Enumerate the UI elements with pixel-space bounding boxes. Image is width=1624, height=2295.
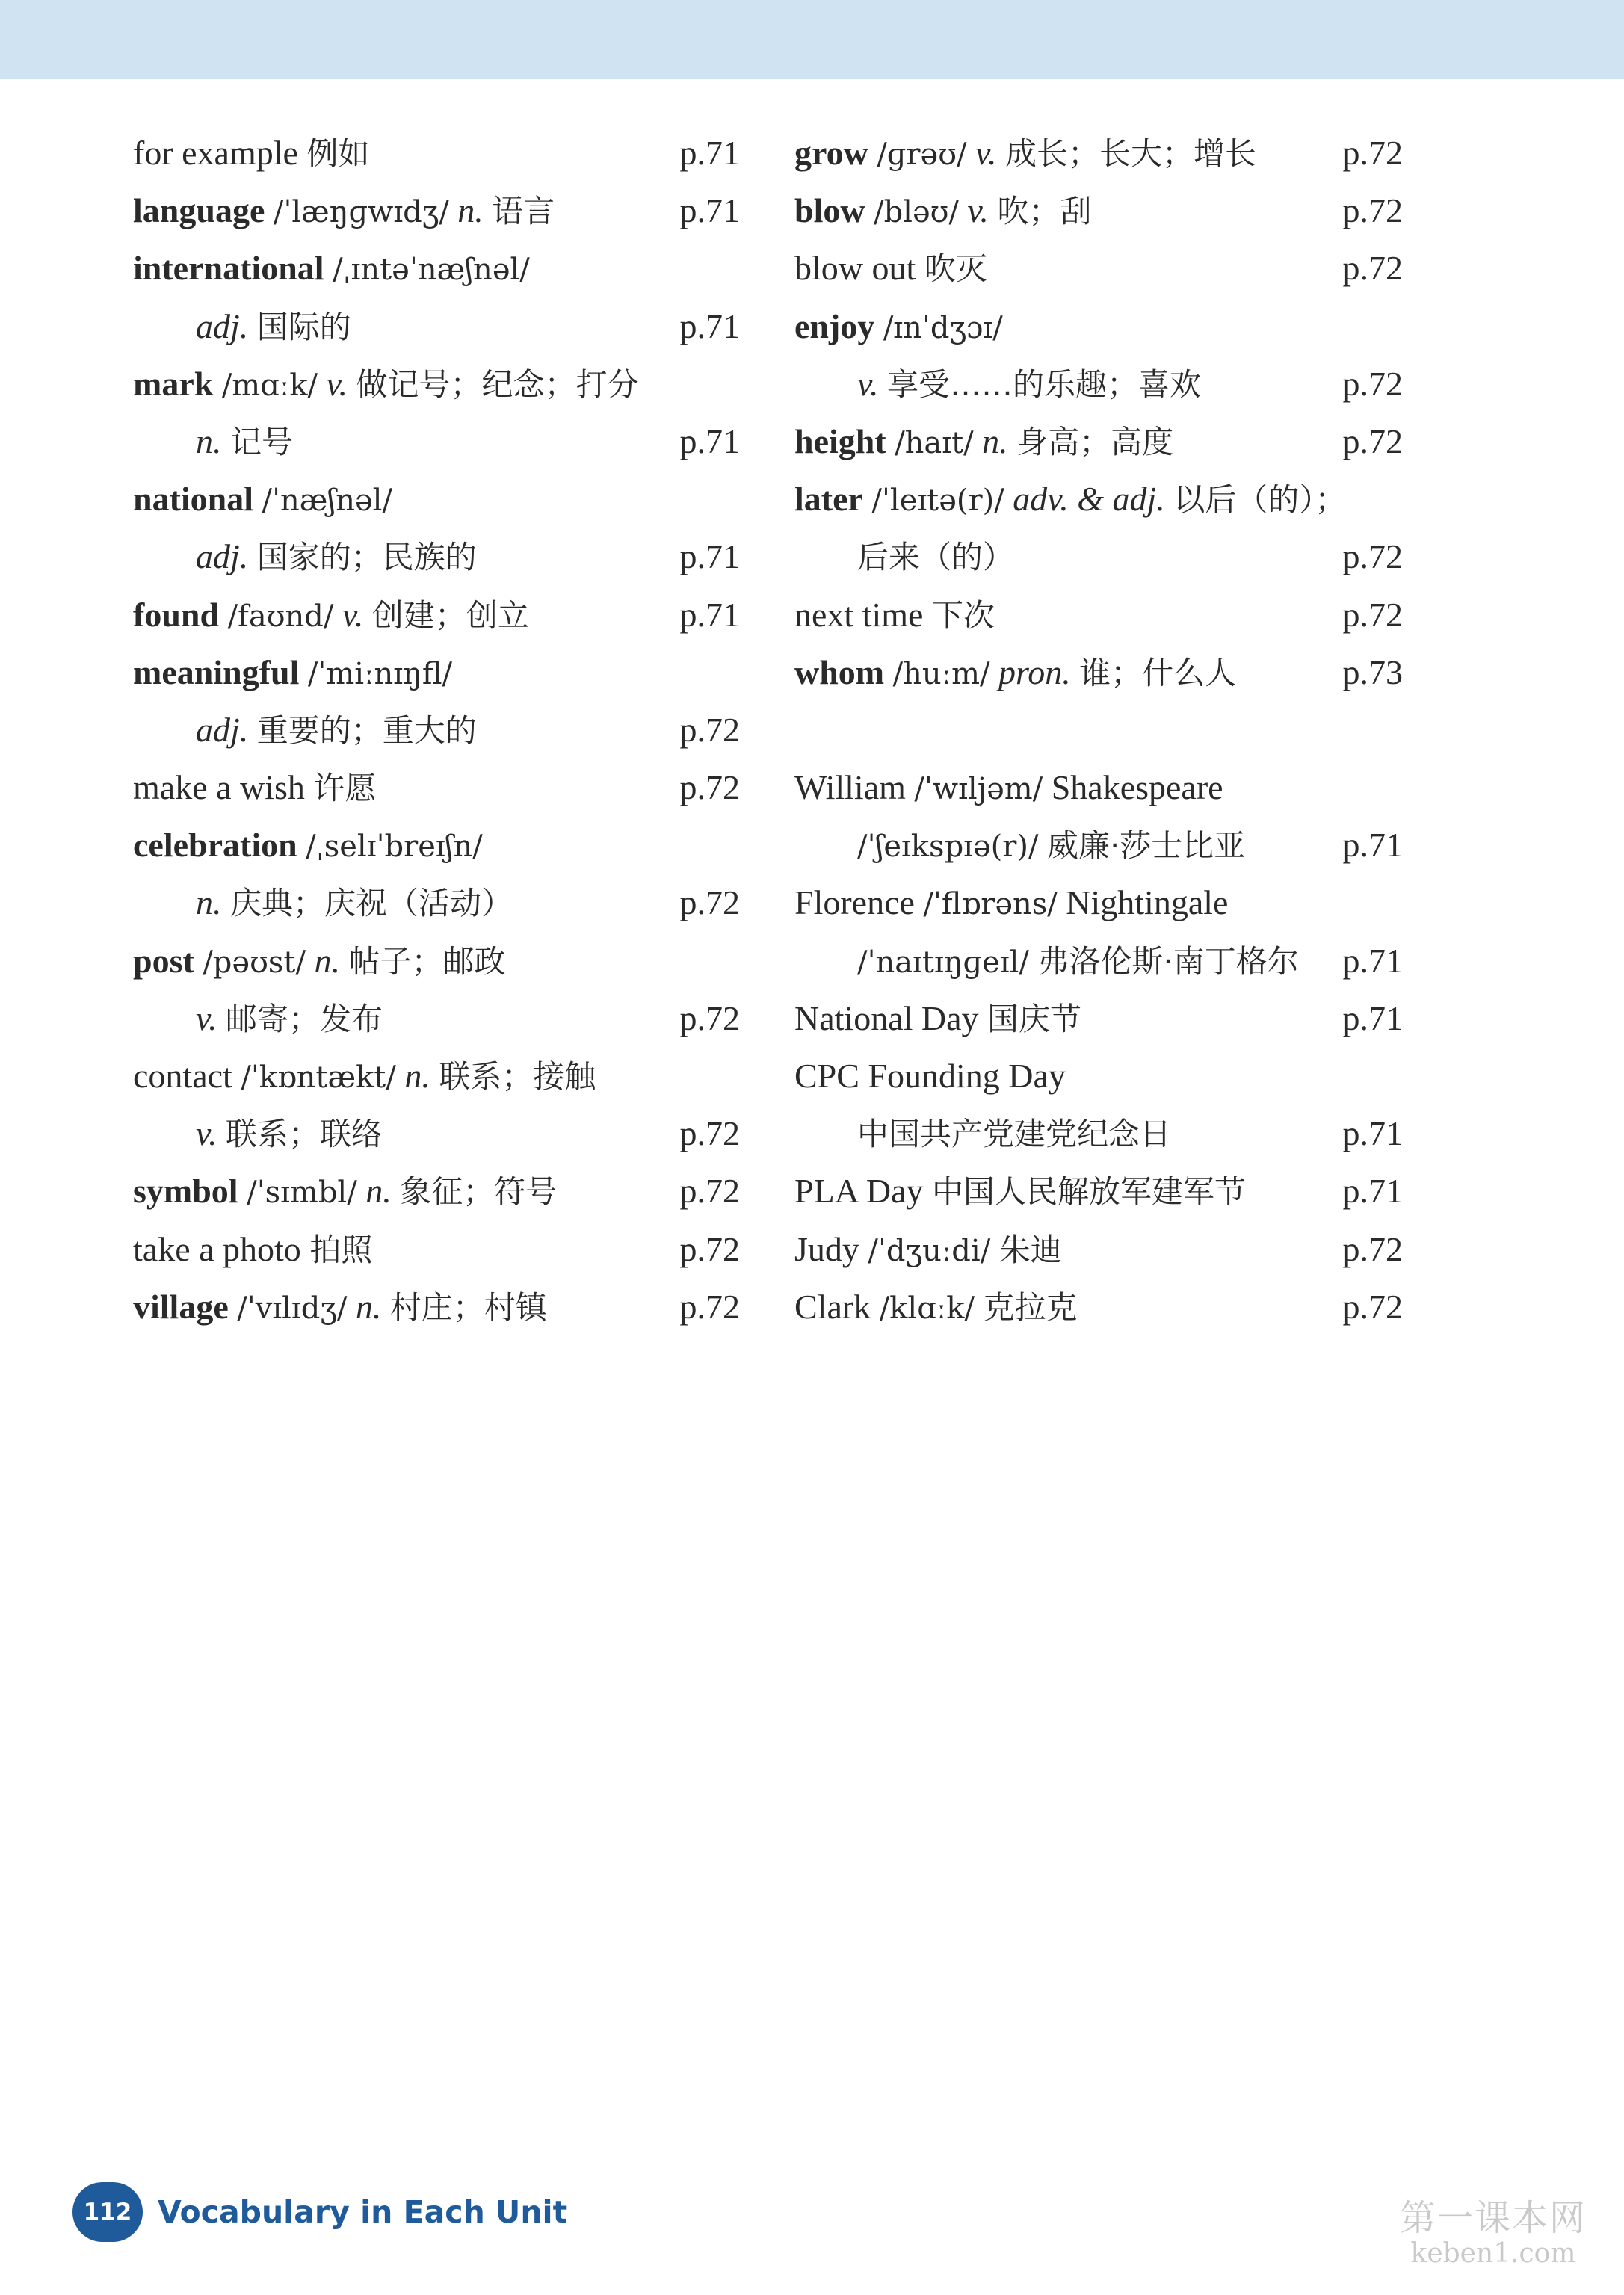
phonetic: /ˈdʒuːdi/: [868, 1233, 991, 1268]
vocab-entry: [133, 1105, 740, 1162]
chinese-meaning: 村庄；村镇: [389, 1288, 547, 1326]
part-of-speech: v.: [196, 1114, 217, 1153]
chinese-meaning: 做记号；纪念；打分: [356, 365, 639, 403]
phonetic: /ˈsɪmbl/: [247, 1176, 357, 1211]
vocab-entry: [133, 932, 740, 989]
vocab-entry: [794, 1105, 1403, 1162]
entry-text: [133, 537, 477, 575]
headword: found: [133, 595, 220, 634]
watermark-url: keben1.com: [1410, 2238, 1576, 2269]
entry-text: [794, 999, 1081, 1037]
phonetic: /mɑːk/: [221, 368, 318, 403]
vocab-entry: [133, 1047, 740, 1105]
phonetic: /huːm/: [892, 656, 990, 691]
vocab-column-right: [794, 124, 1403, 1335]
chinese-meaning: 下次: [931, 596, 995, 634]
phrase-continued: Shakespeare: [1051, 768, 1223, 807]
entry-text: [794, 653, 1236, 691]
entry-text: [794, 422, 1173, 460]
vocab-column-left: [133, 124, 740, 1335]
vocab-entry: [794, 816, 1403, 874]
vocab-entry: [133, 297, 740, 355]
entry-text: [133, 711, 477, 749]
part-of-speech: adj.: [196, 537, 249, 576]
vocab-entry: [133, 701, 740, 759]
page-reference: p.71: [679, 595, 740, 634]
vocab-entry: [794, 643, 1403, 701]
chinese-meaning: 国庆节: [987, 1000, 1082, 1037]
page-reference: p.72: [679, 768, 740, 807]
headword: international: [133, 249, 324, 288]
part-of-speech: v.: [975, 134, 997, 172]
vocab-entry: [133, 124, 740, 182]
vocab-entry: [133, 528, 740, 585]
phonetic: /ˈʃeɪkspɪə(r)/: [857, 830, 1039, 865]
vocab-entry: [794, 1162, 1403, 1220]
chinese-meaning: 弗洛伦斯·南丁格尔: [1037, 942, 1299, 980]
phonetic: /ˈflɒrəns/: [923, 887, 1058, 922]
vocab-entry: [133, 643, 740, 701]
entry-text: [794, 365, 1201, 403]
page-reference: p.72: [1342, 364, 1403, 403]
page-reference: p.71: [1342, 1172, 1403, 1211]
entry-text: [794, 191, 1091, 229]
vocab-entry: [133, 1162, 740, 1220]
headword: celebration: [133, 826, 297, 865]
phrase: PLA Day: [794, 1172, 924, 1211]
entry-text: [133, 1114, 383, 1152]
chinese-meaning: 享受……的乐趣；喜欢: [887, 365, 1202, 403]
part-of-speech: n.: [196, 421, 222, 460]
chinese-meaning: 中国人民解放军建军节: [932, 1173, 1247, 1211]
entry-text: [133, 1288, 547, 1326]
part-of-speech: v.: [967, 191, 989, 230]
vocab-entry: [794, 586, 1403, 643]
chinese-meaning: 邮寄；发布: [226, 1000, 383, 1037]
part-of-speech: v.: [857, 364, 879, 403]
page-reference: p.71: [679, 537, 740, 576]
part-of-speech: n.: [196, 883, 222, 922]
entry-text: [133, 1230, 372, 1268]
headword: mark: [133, 364, 214, 403]
entry-text: [794, 1172, 1246, 1210]
page-reference: p.72: [679, 1114, 740, 1153]
page-reference: p.72: [1342, 1229, 1403, 1268]
entry-text: [794, 596, 995, 634]
chinese-meaning: 联系；接触: [439, 1058, 596, 1095]
entry-text: [794, 249, 987, 287]
chinese-meaning: 吹灭: [924, 250, 987, 288]
headword: language: [133, 191, 265, 230]
entry-text: [133, 191, 555, 229]
entry-text: [794, 134, 1256, 172]
headword: meaningful: [133, 652, 300, 691]
entry-text: [133, 422, 293, 460]
chinese-meaning: 吹；刮: [997, 193, 1092, 230]
page-reference: p.72: [1342, 537, 1403, 576]
phrase: contact: [133, 1057, 232, 1095]
phrase: blow out: [794, 249, 916, 288]
phrase: for example: [133, 134, 298, 172]
entry-text: [794, 768, 1223, 806]
entry-text: [794, 1230, 1062, 1268]
page-reference: p.72: [1342, 1287, 1403, 1326]
entry-text: [794, 480, 1346, 518]
page-reference: p.72: [679, 710, 740, 749]
page-reference: p.72: [679, 1172, 740, 1211]
vocab-entry: [794, 182, 1403, 239]
entry-text: [133, 480, 392, 518]
headword: height: [794, 421, 886, 460]
part-of-speech: v.: [326, 364, 348, 403]
vocab-entry: [794, 932, 1403, 989]
entry-text: [133, 134, 369, 172]
chinese-meaning: 身高；高度: [1016, 423, 1174, 460]
headword: enjoy: [794, 306, 875, 345]
page-reference: p.71: [679, 421, 740, 460]
vocab-entry: [794, 470, 1403, 528]
page-reference: p.72: [679, 883, 740, 922]
chinese-meaning: 以后（的）；: [1173, 481, 1347, 519]
chinese-meaning: 威廉·莎士比亚: [1046, 827, 1246, 865]
entry-text: [133, 999, 383, 1037]
vocab-entry: [133, 355, 740, 413]
part-of-speech: adj.: [196, 306, 249, 345]
entry-text: [133, 826, 483, 864]
vocab-entry: [794, 413, 1403, 470]
phonetic: /bləʊ/: [874, 195, 959, 230]
entry-text: [133, 768, 376, 806]
phrase: William: [794, 768, 906, 807]
page-reference: p.72: [679, 1287, 740, 1326]
watermark-chinese: 第一课本网: [1399, 2197, 1587, 2239]
page-reference: p.72: [679, 1229, 740, 1268]
headword: national: [133, 480, 254, 519]
vocab-entry: [133, 413, 740, 470]
page-reference: p.71: [679, 134, 740, 172]
vocab-entry: [133, 759, 740, 816]
chinese-meaning: 朱迪: [998, 1231, 1062, 1268]
phrase: CPC Founding Day: [794, 1057, 1066, 1095]
phonetic: /ˌɪntəˈnæʃnəl/: [333, 253, 530, 288]
part-of-speech: n.: [457, 191, 484, 230]
phonetic: /ˈnaɪtɪŋɡeɪl/: [857, 945, 1029, 980]
chinese-meaning: 国际的: [256, 308, 351, 345]
chinese-meaning: 后来（的）: [857, 539, 1015, 576]
part-of-speech: n.: [314, 941, 340, 980]
page-reference: p.71: [679, 191, 740, 230]
vocab-entry: [794, 124, 1403, 182]
phrase-continued: Nightingale: [1066, 883, 1229, 922]
phonetic: /ˈnæʃnəl/: [262, 484, 392, 519]
chinese-meaning: 中国共产党建党纪念日: [857, 1116, 1172, 1153]
chinese-meaning: 许愿: [313, 770, 377, 807]
chinese-meaning: 帖子；邮政: [348, 942, 506, 980]
page-reference: p.72: [1342, 421, 1403, 460]
page-reference: p.72: [1342, 191, 1403, 230]
phrase: next time: [794, 595, 924, 634]
chinese-meaning: 象征；符号: [400, 1173, 558, 1211]
entry-text: [794, 537, 1014, 575]
page-reference: p.73: [1342, 652, 1403, 691]
entry-text: [794, 826, 1245, 864]
headword: symbol: [133, 1172, 238, 1211]
vocab-entry: [133, 182, 740, 239]
headword: whom: [794, 652, 885, 691]
part-of-speech: n.: [355, 1287, 382, 1326]
vocab-entry: [133, 1220, 740, 1278]
vocab-entry: [133, 816, 740, 874]
page-reference: p.71: [1342, 1114, 1403, 1153]
chinese-meaning: 国家的；民族的: [256, 539, 477, 576]
vocab-entry: [794, 1278, 1403, 1335]
phonetic: /faʊnd/: [227, 599, 334, 634]
phonetic: /ˌselɪˈbreɪʃn/: [306, 830, 483, 865]
vocab-entry: [133, 470, 740, 528]
phonetic: /ˈvɪlɪdʒ/: [237, 1291, 348, 1326]
phonetic: /haɪt/: [895, 425, 974, 460]
entry-text: [794, 883, 1228, 921]
chinese-meaning: 语言: [492, 193, 555, 230]
phrase: Clark: [794, 1287, 871, 1326]
vocab-entry: [794, 1220, 1403, 1278]
phrase: take a photo: [133, 1229, 301, 1268]
phonetic: /ˈleɪtə(r)/: [871, 484, 1004, 519]
chinese-meaning: 庆典；庆祝（活动）: [230, 885, 513, 922]
phonetic: /ˈmiːnɪŋfl/: [307, 656, 453, 691]
entry-text: [133, 1172, 557, 1210]
vocab-entry: [794, 528, 1403, 585]
phrase: Florence: [794, 883, 915, 922]
entry-text: [794, 307, 1003, 345]
phonetic: /ɪnˈdʒɔɪ/: [883, 310, 1003, 345]
part-of-speech: v.: [196, 998, 217, 1037]
phonetic: /ɡrəʊ/: [877, 138, 967, 172]
part-of-speech: pron.: [998, 652, 1071, 691]
entry-text: [794, 1114, 1171, 1152]
page-reference: p.71: [1342, 998, 1403, 1037]
phonetic: /pəʊst/: [203, 945, 306, 980]
phrase: Judy: [794, 1229, 859, 1268]
entry-text: [133, 883, 513, 921]
entry-text: [794, 1057, 1066, 1095]
vocab-entry: [794, 355, 1403, 413]
part-of-speech: adv. & adj.: [1013, 480, 1165, 519]
chinese-meaning: 拍照: [309, 1231, 373, 1268]
vocab-entry: [794, 239, 1403, 297]
vocab-entry: [794, 874, 1403, 931]
phonetic: /ˈkɒntækt/: [241, 1060, 396, 1095]
page-reference: p.71: [1342, 941, 1403, 980]
entry-text: [794, 942, 1299, 980]
vocab-entry: [133, 586, 740, 643]
vocab-entry: [794, 989, 1403, 1047]
part-of-speech: n.: [365, 1172, 392, 1211]
chinese-meaning: 联系；联络: [226, 1116, 383, 1153]
entry-text: [133, 942, 505, 980]
page-reference: p.72: [679, 998, 740, 1037]
entry-text: [133, 653, 452, 691]
entry-text: [794, 1288, 1078, 1326]
part-of-speech: n.: [404, 1057, 430, 1095]
phrase: National Day: [794, 998, 979, 1037]
vocab-entry: [794, 1047, 1403, 1105]
vocab-entry: [133, 239, 740, 297]
entry-text: [133, 365, 639, 403]
footer-section-title: Vocabulary in Each Unit: [158, 2194, 568, 2230]
chinese-meaning: 谁；什么人: [1079, 654, 1237, 691]
phonetic: /ˈwɪljəm/: [914, 772, 1043, 807]
vocab-entry: [133, 1278, 740, 1335]
headword: grow: [794, 134, 868, 172]
chinese-meaning: 成长；长大；增长: [1004, 135, 1256, 172]
entry-text: [133, 596, 529, 634]
chinese-meaning: 克拉克: [983, 1288, 1078, 1326]
page-reference: p.71: [1342, 826, 1403, 865]
vocab-entry: [794, 759, 1403, 816]
part-of-speech: adj.: [196, 710, 249, 749]
page-reference: p.72: [1342, 134, 1403, 172]
phonetic: /klɑːk/: [879, 1291, 975, 1326]
page-reference: p.72: [1342, 249, 1403, 288]
page-reference: p.71: [679, 306, 740, 345]
vocab-entry: [133, 874, 740, 931]
headword: later: [794, 480, 863, 519]
vocab-entry: [133, 989, 740, 1047]
entry-text: [133, 1057, 596, 1095]
entry-text: [133, 307, 351, 345]
phonetic: /ˈlæŋɡwɪdʒ/: [273, 195, 449, 230]
headword: village: [133, 1287, 229, 1326]
part-of-speech: v.: [342, 595, 364, 634]
vocab-entry: [794, 297, 1403, 355]
page-number-badge: 112: [72, 2182, 143, 2242]
chinese-meaning: 例如: [306, 135, 370, 172]
entry-text: [133, 249, 530, 287]
page-reference: p.72: [1342, 595, 1403, 634]
chinese-meaning: 重要的；重大的: [256, 711, 477, 749]
headword: blow: [794, 191, 865, 230]
phrase: make a wish: [133, 768, 305, 807]
top-color-band: [0, 0, 1624, 79]
chinese-meaning: 记号: [230, 423, 294, 460]
chinese-meaning: 创建；创立: [371, 596, 529, 634]
headword: post: [133, 941, 194, 980]
site-watermark: [1400, 2197, 1587, 2269]
part-of-speech: n.: [982, 421, 1008, 460]
blank-row: [794, 701, 1403, 759]
